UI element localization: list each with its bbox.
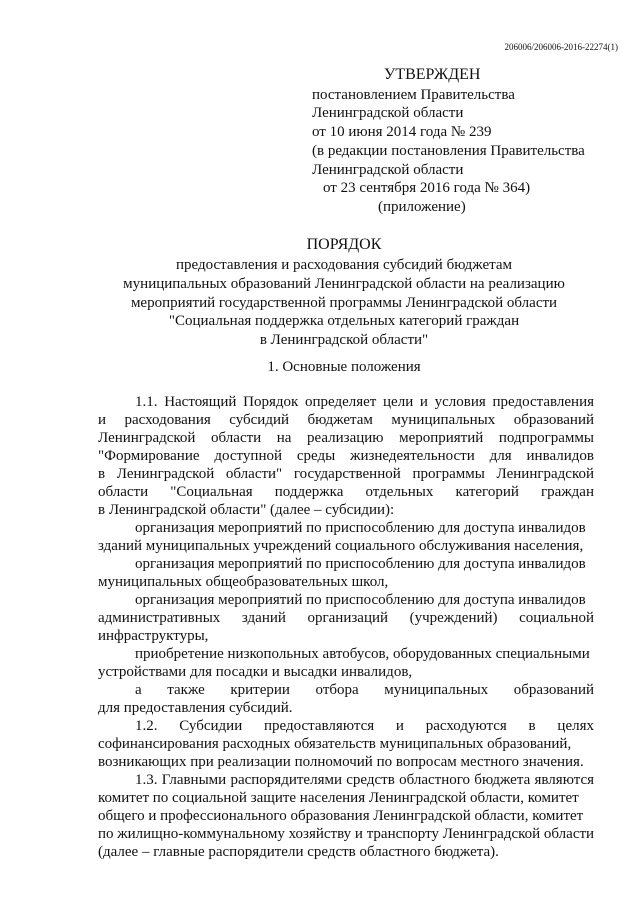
- body-line: инфраструктуры,: [98, 628, 209, 644]
- body-line: возникающих при реализации полномочий по вопросам местного значения.: [98, 754, 584, 770]
- body-line: зданий муниципальных учреждений социального обслуживания населения,: [98, 538, 584, 554]
- body-line: 1.3. Главными распорядителями средств областного бюджета являются: [135, 772, 594, 788]
- body-line: организация мероприятий по приспособлению для доступа инвалидов: [135, 556, 586, 572]
- approval-line: от 10 июня 2014 года № 239: [312, 124, 492, 141]
- body-line: 1.2. Субсидии предоставляются и расходуются в целях: [135, 718, 594, 734]
- subtitle-line: мероприятий государственной программы Ленинградской области: [130, 294, 558, 311]
- approval-block: [312, 66, 585, 217]
- body-line: организация мероприятий по приспособлению для доступа инвалидов: [135, 520, 586, 536]
- approval-line: (приложение): [378, 198, 466, 215]
- body-line: приобретение низкопольных автобусов, оборудованных специальными: [135, 646, 590, 662]
- approval-line: (в редакции постановления Правительства: [312, 142, 585, 159]
- body-line: Ленинградской области на реализацию мероприятий подпрограммы: [98, 430, 594, 446]
- body-line: общего и профессионального образования Ленинградской области, комитет: [98, 808, 584, 824]
- section-heading: 1. Основные положения: [267, 359, 421, 375]
- subtitle-line: в Ленинградской области": [259, 332, 429, 349]
- approval-heading: УТВЕРЖДЕН: [384, 66, 481, 83]
- body-line: административных зданий организаций (учреждений) социальной: [98, 610, 594, 626]
- body-line: а также критерии отбора муниципальных образований: [135, 682, 594, 698]
- body-line: комитет по социальной защите населения Ленинградской области, комитет: [98, 790, 579, 806]
- subtitle-line: предоставления и расходования субсидий бюджетам: [176, 257, 512, 273]
- document-number: 206006/206006-2016-22274(1): [504, 42, 618, 52]
- body-line: софинансирования расходных обязательств муниципальных образований,: [98, 736, 572, 752]
- body-line: организация мероприятий по приспособлению для доступа инвалидов: [135, 592, 586, 608]
- subtitle-line: "Социальная поддержка отдельных категорий граждан: [168, 313, 520, 330]
- body-line: (далее – главные распорядители средств областного бюджета).: [98, 844, 499, 860]
- approval-line: постановлением Правительства: [312, 86, 515, 103]
- document-title: ПОРЯДОК: [306, 236, 382, 253]
- document-subtitle: [0, 256, 640, 350]
- body-line: "Формирование доступной среды жизнедеятельности для инвалидов: [98, 448, 594, 464]
- body-line: для предоставления субсидий.: [98, 700, 293, 716]
- body-line: в Ленинградской области" (далее – субсидии):: [98, 502, 395, 518]
- approval-line: Ленинградской области: [312, 161, 464, 178]
- body-line: и расходования субсидий бюджетам муниципальных образований: [98, 412, 594, 428]
- body-line: области "Социальная поддержка отдельных категорий граждан: [98, 484, 594, 500]
- subtitle-line: муниципальных образований Ленинградской области на реализацию: [123, 275, 565, 292]
- body-line: по жилищно-коммунальному хозяйству и транспорту Ленинградской области: [98, 826, 595, 842]
- body-line: 1.1. Настоящий Порядок определяет цели и условия предоставления: [135, 394, 594, 410]
- body-line: устройствами для посадки и высадки инвалидов,: [98, 664, 413, 680]
- body-line: в Ленинградской области" государственной программы Ленинградской: [98, 466, 594, 482]
- body-line: муниципальных общеобразовательных школ,: [98, 574, 389, 590]
- approval-line: от 23 сентября 2016 года № 364): [323, 180, 531, 197]
- approval-line: Ленинградской области: [312, 105, 464, 122]
